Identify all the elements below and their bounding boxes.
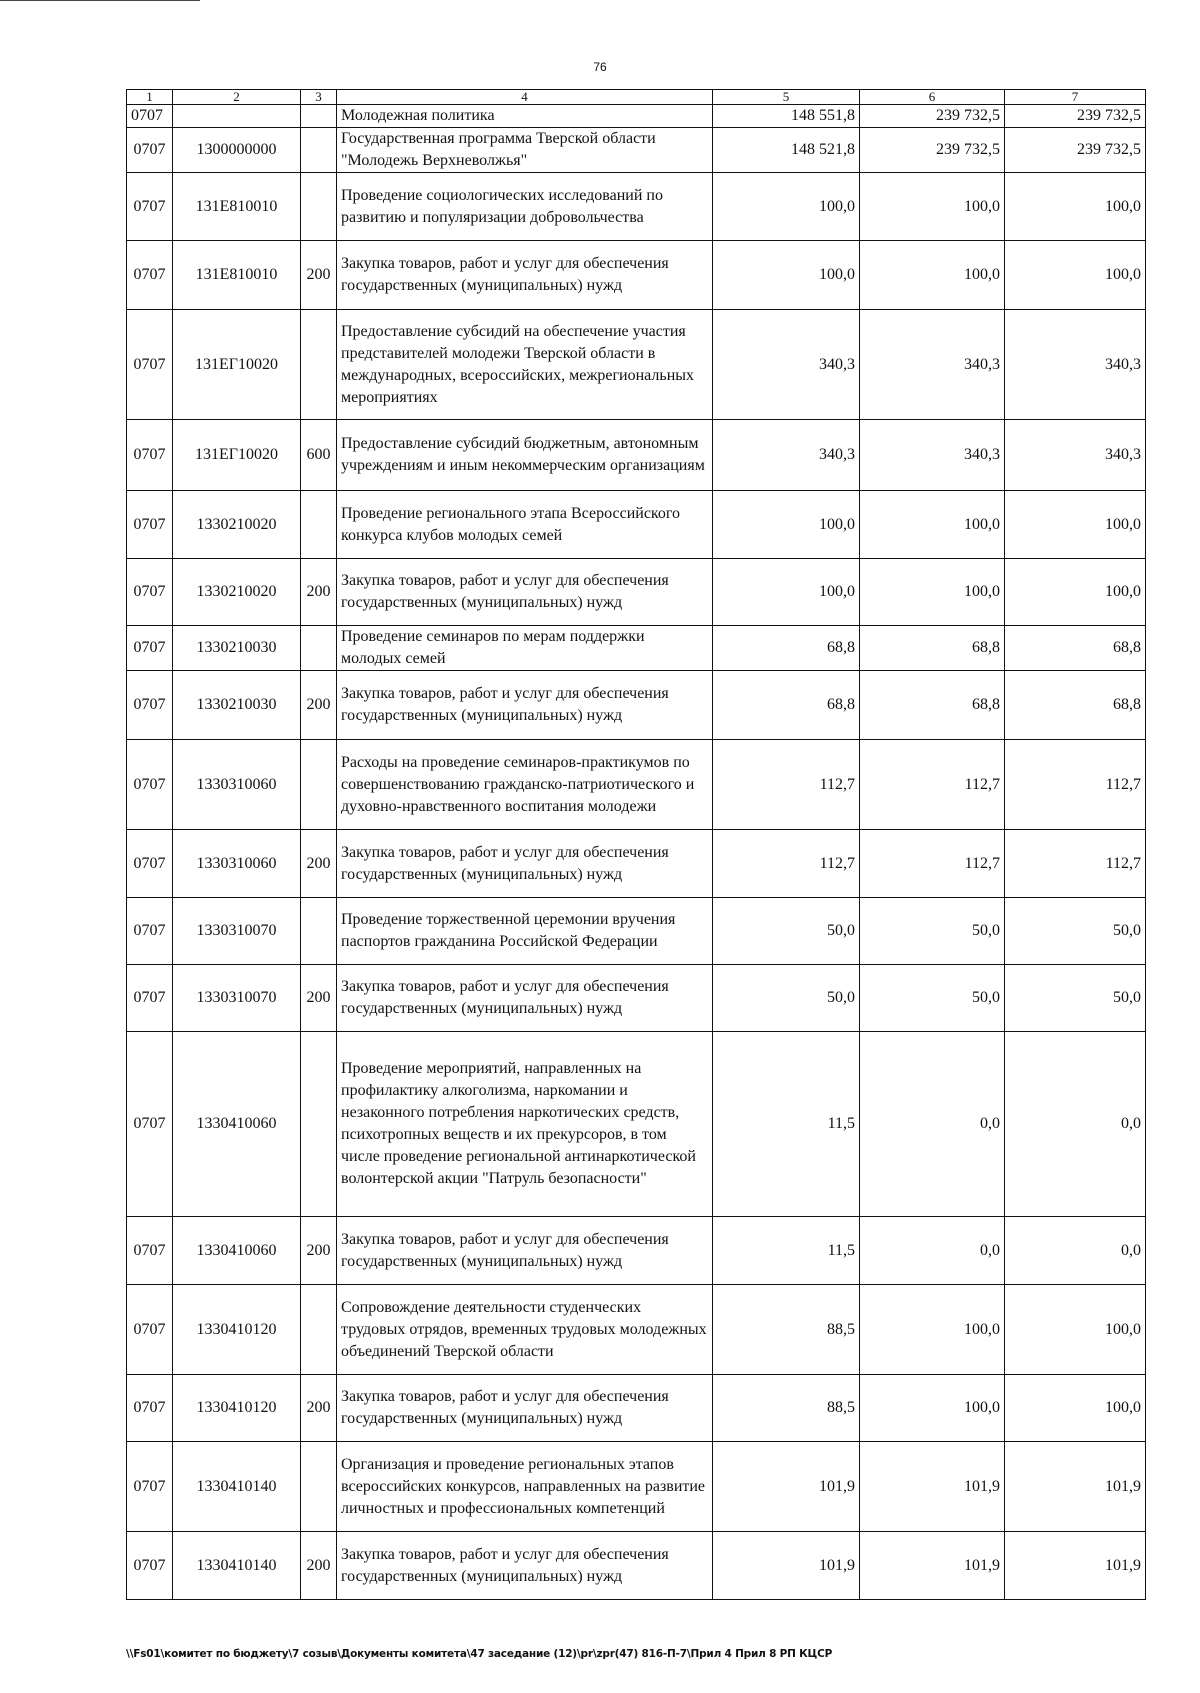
target-article-cell: 1300000000 bbox=[173, 128, 301, 173]
section-code-cell: 0707 bbox=[127, 671, 173, 740]
value-col7-cell: 100,0 bbox=[1005, 241, 1146, 310]
value-col7-cell: 101,9 bbox=[1005, 1532, 1146, 1600]
value-col7-cell: 100,0 bbox=[1005, 173, 1146, 241]
header-col-6: 6 bbox=[860, 90, 1005, 105]
expense-type-cell bbox=[301, 1032, 337, 1217]
value-col6-cell: 100,0 bbox=[860, 1375, 1005, 1442]
item-name-cell: Государственная программа Тверской области "Молодежь Верхневолжья" bbox=[337, 128, 713, 173]
value-col6-cell: 100,0 bbox=[860, 559, 1005, 626]
section-code-cell: 0707 bbox=[127, 830, 173, 898]
target-article-cell: 1330210020 bbox=[173, 491, 301, 559]
value-col6-cell: 239 732,5 bbox=[860, 105, 1005, 128]
table-row bbox=[127, 105, 1146, 128]
table-row bbox=[127, 1217, 1146, 1285]
value-col5-cell: 340,3 bbox=[713, 420, 860, 491]
value-col6-cell: 100,0 bbox=[860, 173, 1005, 241]
expense-type-cell: 200 bbox=[301, 1375, 337, 1442]
scan-edge-line bbox=[0, 0, 200, 1]
value-col7-cell: 0,0 bbox=[1005, 1217, 1146, 1285]
value-col7-cell: 239 732,5 bbox=[1005, 128, 1146, 173]
expense-type-cell bbox=[301, 128, 337, 173]
section-code-cell: 0707 bbox=[127, 1442, 173, 1532]
value-col7-cell: 50,0 bbox=[1005, 898, 1146, 965]
value-col5-cell: 112,7 bbox=[713, 740, 860, 830]
section-code-cell: 0707 bbox=[127, 1375, 173, 1442]
table-row bbox=[127, 310, 1146, 420]
item-name-cell: Закупка товаров, работ и услуг для обеспечения государственных (муниципальных) нужд bbox=[337, 241, 713, 310]
section-code-cell: 0707 bbox=[127, 491, 173, 559]
target-article-cell: 131Е810010 bbox=[173, 173, 301, 241]
value-col6-cell: 112,7 bbox=[860, 830, 1005, 898]
target-article-cell: 1330210030 bbox=[173, 671, 301, 740]
item-name-cell: Организация и проведение региональных этапов всероссийских конкурсов, направленных на развитие личностных и профессиональных компетенций bbox=[337, 1442, 713, 1532]
item-name-cell: Проведение семинаров по мерам поддержки молодых семей bbox=[337, 626, 713, 671]
item-name-cell: Сопровождение деятельности студенческих трудовых отрядов, временных трудовых молодежных объединений Тверской области bbox=[337, 1285, 713, 1375]
table-row bbox=[127, 671, 1146, 740]
item-name-cell: Закупка товаров, работ и услуг для обеспечения государственных (муниципальных) нужд bbox=[337, 1532, 713, 1600]
expense-type-cell bbox=[301, 173, 337, 241]
header-col-7: 7 bbox=[1005, 90, 1146, 105]
value-col5-cell: 100,0 bbox=[713, 559, 860, 626]
expense-type-cell bbox=[301, 491, 337, 559]
section-code-cell: 0707 bbox=[127, 105, 173, 128]
expense-type-cell bbox=[301, 740, 337, 830]
value-col5-cell: 112,7 bbox=[713, 830, 860, 898]
table-row bbox=[127, 740, 1146, 830]
value-col6-cell: 239 732,5 bbox=[860, 128, 1005, 173]
expense-type-cell: 200 bbox=[301, 830, 337, 898]
value-col6-cell: 101,9 bbox=[860, 1442, 1005, 1532]
expense-type-cell bbox=[301, 105, 337, 128]
value-col5-cell: 100,0 bbox=[713, 241, 860, 310]
target-article-cell: 1330410140 bbox=[173, 1442, 301, 1532]
value-col6-cell: 112,7 bbox=[860, 740, 1005, 830]
value-col6-cell: 100,0 bbox=[860, 491, 1005, 559]
value-col5-cell: 11,5 bbox=[713, 1217, 860, 1285]
table-header-row bbox=[127, 90, 1146, 105]
item-name-cell: Закупка товаров, работ и услуг для обеспечения государственных (муниципальных) нужд bbox=[337, 965, 713, 1032]
value-col5-cell: 68,8 bbox=[713, 626, 860, 671]
target-article-cell: 131ЕГ10020 bbox=[173, 420, 301, 491]
expense-type-cell: 200 bbox=[301, 671, 337, 740]
section-code-cell: 0707 bbox=[127, 559, 173, 626]
target-article-cell: 1330310060 bbox=[173, 830, 301, 898]
value-col6-cell: 50,0 bbox=[860, 898, 1005, 965]
expense-type-cell: 200 bbox=[301, 1532, 337, 1600]
value-col7-cell: 68,8 bbox=[1005, 671, 1146, 740]
value-col6-cell: 68,8 bbox=[860, 626, 1005, 671]
table-row bbox=[127, 128, 1146, 173]
table-row bbox=[127, 1032, 1146, 1217]
table-row bbox=[127, 830, 1146, 898]
page-number: 76 bbox=[593, 60, 607, 74]
header-col-2: 2 bbox=[173, 90, 301, 105]
value-col7-cell: 100,0 bbox=[1005, 491, 1146, 559]
table-row bbox=[127, 173, 1146, 241]
target-article-cell: 1330310070 bbox=[173, 898, 301, 965]
expense-type-cell: 200 bbox=[301, 241, 337, 310]
table-row bbox=[127, 898, 1146, 965]
value-col7-cell: 100,0 bbox=[1005, 1285, 1146, 1375]
item-name-cell: Закупка товаров, работ и услуг для обеспечения государственных (муниципальных) нужд bbox=[337, 671, 713, 740]
value-col7-cell: 239 732,5 bbox=[1005, 105, 1146, 128]
expense-type-cell bbox=[301, 626, 337, 671]
value-col5-cell: 148 551,8 bbox=[713, 105, 860, 128]
item-name-cell: Проведение мероприятий, направленных на профилактику алкоголизма, наркомании и незаконного потребления наркотических средств, психотропных веществ и их прекурсоров, в том числе проведение региональной антинаркотической волонтерской акции "Патруль безопасности" bbox=[337, 1032, 713, 1217]
value-col5-cell: 88,5 bbox=[713, 1375, 860, 1442]
value-col7-cell: 100,0 bbox=[1005, 1375, 1146, 1442]
section-code-cell: 0707 bbox=[127, 310, 173, 420]
value-col5-cell: 101,9 bbox=[713, 1442, 860, 1532]
value-col6-cell: 340,3 bbox=[860, 310, 1005, 420]
item-name-cell: Предоставление субсидий на обеспечение участия представителей молодежи Тверской области в международных, всероссийских, межрегиональных мероприятиях bbox=[337, 310, 713, 420]
value-col5-cell: 50,0 bbox=[713, 898, 860, 965]
section-code-cell: 0707 bbox=[127, 898, 173, 965]
value-col7-cell: 50,0 bbox=[1005, 965, 1146, 1032]
value-col7-cell: 112,7 bbox=[1005, 740, 1146, 830]
table-row bbox=[127, 559, 1146, 626]
table-row bbox=[127, 965, 1146, 1032]
value-col6-cell: 100,0 bbox=[860, 1285, 1005, 1375]
value-col6-cell: 340,3 bbox=[860, 420, 1005, 491]
item-name-cell: Расходы на проведение семинаров-практикумов по совершенствованию гражданско-патриотического и духовно-нравственного воспитания молодежи bbox=[337, 740, 713, 830]
value-col5-cell: 50,0 bbox=[713, 965, 860, 1032]
value-col5-cell: 340,3 bbox=[713, 310, 860, 420]
value-col5-cell: 100,0 bbox=[713, 173, 860, 241]
value-col5-cell: 88,5 bbox=[713, 1285, 860, 1375]
value-col5-cell: 11,5 bbox=[713, 1032, 860, 1217]
header-col-1: 1 bbox=[127, 90, 173, 105]
table-row bbox=[127, 420, 1146, 491]
target-article-cell: 1330410140 bbox=[173, 1532, 301, 1600]
section-code-cell: 0707 bbox=[127, 1285, 173, 1375]
section-code-cell: 0707 bbox=[127, 740, 173, 830]
file-path-footer: \\Fs01\комитет по бюджету\7 созыв\Документы комитета\47 заседание (12)\pr\zpr(47) 816-П-7\Прил 4 Прил 8 РП КЦСР bbox=[126, 1648, 833, 1660]
table-row bbox=[127, 626, 1146, 671]
item-name-cell: Проведение торжественной церемонии вручения паспортов гражданина Российской Федерации bbox=[337, 898, 713, 965]
value-col6-cell: 68,8 bbox=[860, 671, 1005, 740]
value-col5-cell: 148 521,8 bbox=[713, 128, 860, 173]
target-article-cell: 1330210020 bbox=[173, 559, 301, 626]
item-name-cell: Закупка товаров, работ и услуг для обеспечения государственных (муниципальных) нужд bbox=[337, 830, 713, 898]
section-code-cell: 0707 bbox=[127, 128, 173, 173]
section-code-cell: 0707 bbox=[127, 965, 173, 1032]
section-code-cell: 0707 bbox=[127, 173, 173, 241]
header-col-4: 4 bbox=[337, 90, 713, 105]
section-code-cell: 0707 bbox=[127, 1532, 173, 1600]
target-article-cell bbox=[173, 105, 301, 128]
target-article-cell: 1330210030 bbox=[173, 626, 301, 671]
target-article-cell: 131ЕГ10020 bbox=[173, 310, 301, 420]
value-col7-cell: 100,0 bbox=[1005, 559, 1146, 626]
item-name-cell: Закупка товаров, работ и услуг для обеспечения государственных (муниципальных) нужд bbox=[337, 1217, 713, 1285]
expense-type-cell: 600 bbox=[301, 420, 337, 491]
budget-table bbox=[126, 89, 1146, 1600]
value-col5-cell: 100,0 bbox=[713, 491, 860, 559]
expense-type-cell bbox=[301, 898, 337, 965]
table-row bbox=[127, 241, 1146, 310]
header-col-3: 3 bbox=[301, 90, 337, 105]
target-article-cell: 1330410060 bbox=[173, 1217, 301, 1285]
header-col-5: 5 bbox=[713, 90, 860, 105]
value-col7-cell: 101,9 bbox=[1005, 1442, 1146, 1532]
expense-type-cell: 200 bbox=[301, 1217, 337, 1285]
item-name-cell: Закупка товаров, работ и услуг для обеспечения государственных (муниципальных) нужд bbox=[337, 559, 713, 626]
item-name-cell: Проведение социологических исследований по развитию и популяризации добровольчества bbox=[337, 173, 713, 241]
table-row bbox=[127, 1375, 1146, 1442]
table-row bbox=[127, 1442, 1146, 1532]
table-row bbox=[127, 1285, 1146, 1375]
expense-type-cell: 200 bbox=[301, 559, 337, 626]
target-article-cell: 1330310060 bbox=[173, 740, 301, 830]
value-col7-cell: 340,3 bbox=[1005, 420, 1146, 491]
target-article-cell: 1330410120 bbox=[173, 1285, 301, 1375]
expense-type-cell bbox=[301, 1442, 337, 1532]
target-article-cell: 1330310070 bbox=[173, 965, 301, 1032]
value-col7-cell: 340,3 bbox=[1005, 310, 1146, 420]
value-col6-cell: 101,9 bbox=[860, 1532, 1005, 1600]
expense-type-cell: 200 bbox=[301, 965, 337, 1032]
item-name-cell: Проведение регионального этапа Всероссийского конкурса клубов молодых семей bbox=[337, 491, 713, 559]
expense-type-cell bbox=[301, 310, 337, 420]
value-col7-cell: 0,0 bbox=[1005, 1032, 1146, 1217]
value-col6-cell: 50,0 bbox=[860, 965, 1005, 1032]
table-row bbox=[127, 491, 1146, 559]
table-body bbox=[127, 105, 1146, 1600]
value-col7-cell: 68,8 bbox=[1005, 626, 1146, 671]
value-col6-cell: 100,0 bbox=[860, 241, 1005, 310]
item-name-cell: Предоставление субсидий бюджетным, автономным учреждениям и иным некоммерческим организациям bbox=[337, 420, 713, 491]
target-article-cell: 1330410060 bbox=[173, 1032, 301, 1217]
value-col5-cell: 68,8 bbox=[713, 671, 860, 740]
section-code-cell: 0707 bbox=[127, 241, 173, 310]
value-col6-cell: 0,0 bbox=[860, 1217, 1005, 1285]
target-article-cell: 1330410120 bbox=[173, 1375, 301, 1442]
section-code-cell: 0707 bbox=[127, 626, 173, 671]
item-name-cell: Закупка товаров, работ и услуг для обеспечения государственных (муниципальных) нужд bbox=[337, 1375, 713, 1442]
section-code-cell: 0707 bbox=[127, 1032, 173, 1217]
value-col6-cell: 0,0 bbox=[860, 1032, 1005, 1217]
section-code-cell: 0707 bbox=[127, 1217, 173, 1285]
target-article-cell: 131Е810010 bbox=[173, 241, 301, 310]
table-row bbox=[127, 1532, 1146, 1600]
item-name-cell: Молодежная политика bbox=[337, 105, 713, 128]
expense-type-cell bbox=[301, 1285, 337, 1375]
value-col7-cell: 112,7 bbox=[1005, 830, 1146, 898]
section-code-cell: 0707 bbox=[127, 420, 173, 491]
value-col5-cell: 101,9 bbox=[713, 1532, 860, 1600]
